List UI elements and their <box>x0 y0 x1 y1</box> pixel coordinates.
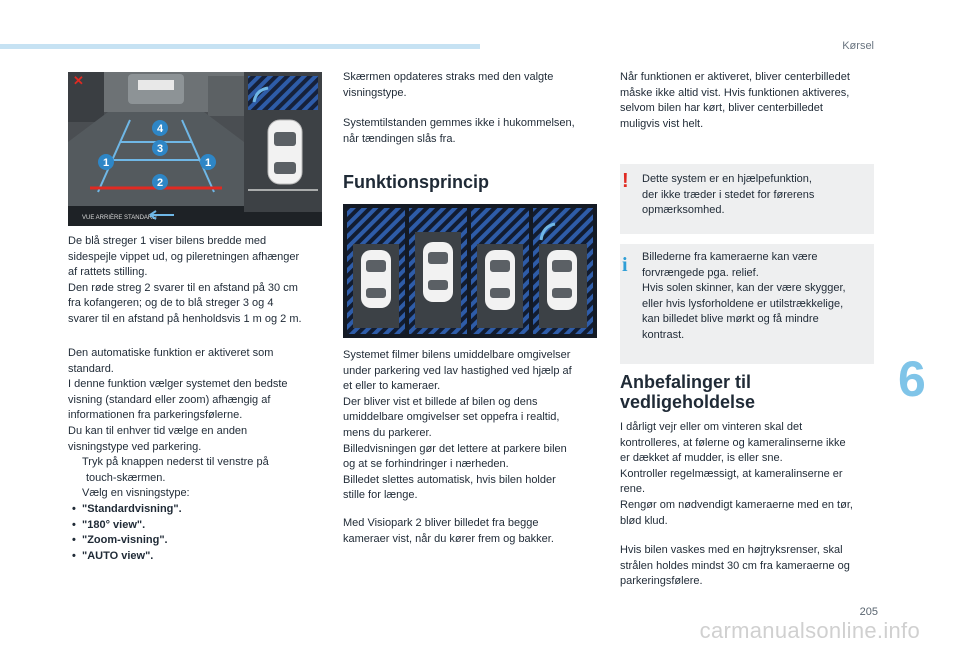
callout-badge-3 <box>152 140 168 156</box>
callout-badge-1-right <box>200 154 216 170</box>
system-state-text: Systemtilstanden gemmes ikke i hukommelsen, når tændingen slås fra. <box>343 117 575 145</box>
parking-frame-3 <box>471 208 529 334</box>
maintenance-text: I dårligt vejr eller om vinteren skal det kontrolleres, at følerne og kameralinserne ikke er dækket af mudder, is eller sne. Kontroller regelmæssigt, at kameralinserne er rene. Rengør om nødvendigt kameraerne med en tør, blød klud. <box>620 421 853 527</box>
view-option: • "180° view". <box>68 518 330 534</box>
warning-note <box>620 164 874 234</box>
screen-update-text: Skærmen opdateres straks med den valgte visningstype. <box>343 71 554 99</box>
step-item: Vælg en visningstype: <box>82 487 190 500</box>
info-note <box>620 244 874 364</box>
svg-text:4: 4 <box>156 123 164 135</box>
heading-funktionsprincip: Funktionsprincip <box>343 172 489 192</box>
info-icon: i <box>622 254 628 276</box>
watermark: carmanualsonline.info <box>699 618 920 643</box>
heading-maintenance: Anbefalinger til vedligeholdelse <box>620 372 756 412</box>
parking-frame-2 <box>409 208 467 334</box>
svg-text:2: 2 <box>156 177 164 189</box>
top-view-illustration <box>343 204 597 338</box>
info-text: Billederne fra kameraerne kan være forvrængede pga. relief. Hvis solen skinner, kan der være skygger, eller hvis lysforholdene er utilstrækkelige, kan billedet blive mørkt og få mindre kontrast. <box>642 251 846 341</box>
svg-text:1: 1 <box>102 157 110 169</box>
parking-sequence-image <box>343 204 597 338</box>
rear-camera-illustration <box>68 72 322 226</box>
center-image-text: Når funktionen er aktiveret, bliver centerbilledet måske ikke altid vist. Hvis funktionen aktiveres, selvom bilen har kørt, bliver centerbilledet muligvis vist helt. <box>620 71 850 130</box>
callout-badge-4 <box>152 120 168 136</box>
automatic-function-text: Den automatiske funktion er aktiveret som standard. I denne funktion vælger systemet den bedste visning (standard eller zoom) afhængig af informationen fra parkeringsfølerne. Du kan til enhver tid vælge en anden visningstype ved parkering. Tryk på knappen nederst til venstre på touch-skærmen. Vælg en visningstype: • "Standardvisning". • "180° view". • "Zoom-visning". • "AUTO view". <box>68 346 330 564</box>
view-option: • "Zoom-visning". <box>68 533 330 549</box>
header-accent-bar <box>0 44 480 49</box>
warning-icon: ! <box>622 170 629 192</box>
view-caption: VUE ARRIÈRE STANDARD <box>82 215 157 221</box>
svg-text:1: 1 <box>204 157 212 169</box>
callout-badge-2 <box>152 174 168 190</box>
rear-camera-standard-view-image <box>68 72 322 226</box>
high-pressure-wash-text: Hvis bilen vaskes med en højtryksrenser, skal strålen holdes mindst 30 cm fra kameraerne og parkeringsfølere. <box>620 544 850 588</box>
parking-frame-1 <box>347 208 405 334</box>
svg-text:3: 3 <box>156 143 164 155</box>
section-title: Kørsel <box>842 40 874 52</box>
warning-text: Dette system er en hjælpefunktion, der ikke træder i stedet for førerens opmærksomhed. <box>642 173 815 217</box>
system-description-text: Systemet filmer bilens umiddelbare omgivelser under parkering ved lav hastighed ved hjælp af et eller to kameraer. Der bliver vist et billede af bilen og dens umiddelbare omgivelser set oppefra i realtid, mens du parkerer. Billedvisningen gør det lettere at parkere bilen og at se forhindringer i nærheden. Billedet slettes automatisk, hvis bilen holder stille for længe. <box>343 349 572 502</box>
visiopark-text: Med Visiopark 2 bliver billedet fra begge kameraer vist, når du kører frem og bakker. <box>343 517 554 545</box>
chapter-number: 6 <box>898 351 926 407</box>
view-option: • "AUTO view". <box>68 549 330 565</box>
blue-lines-explanation: De blå streger 1 viser bilens bredde med sidespejle vippet ud, og pileretningen afhænger af rattets stilling. Den røde streg 2 svarer til en afstand på 30 cm fra kofangeren; og de to blå streger 3 og 4 svarer til en afstand på henholdsvis 1 m og 2 m. <box>68 235 302 325</box>
step-item: Tryk på knappen nederst til venstre på touch-skærmen. <box>82 456 269 484</box>
page-number: 205 <box>859 606 878 618</box>
parking-frame-4 <box>533 208 593 334</box>
close-icon: ✕ <box>73 73 84 88</box>
view-option: • "Standardvisning". <box>68 502 330 518</box>
callout-badge-1-left <box>98 154 114 170</box>
